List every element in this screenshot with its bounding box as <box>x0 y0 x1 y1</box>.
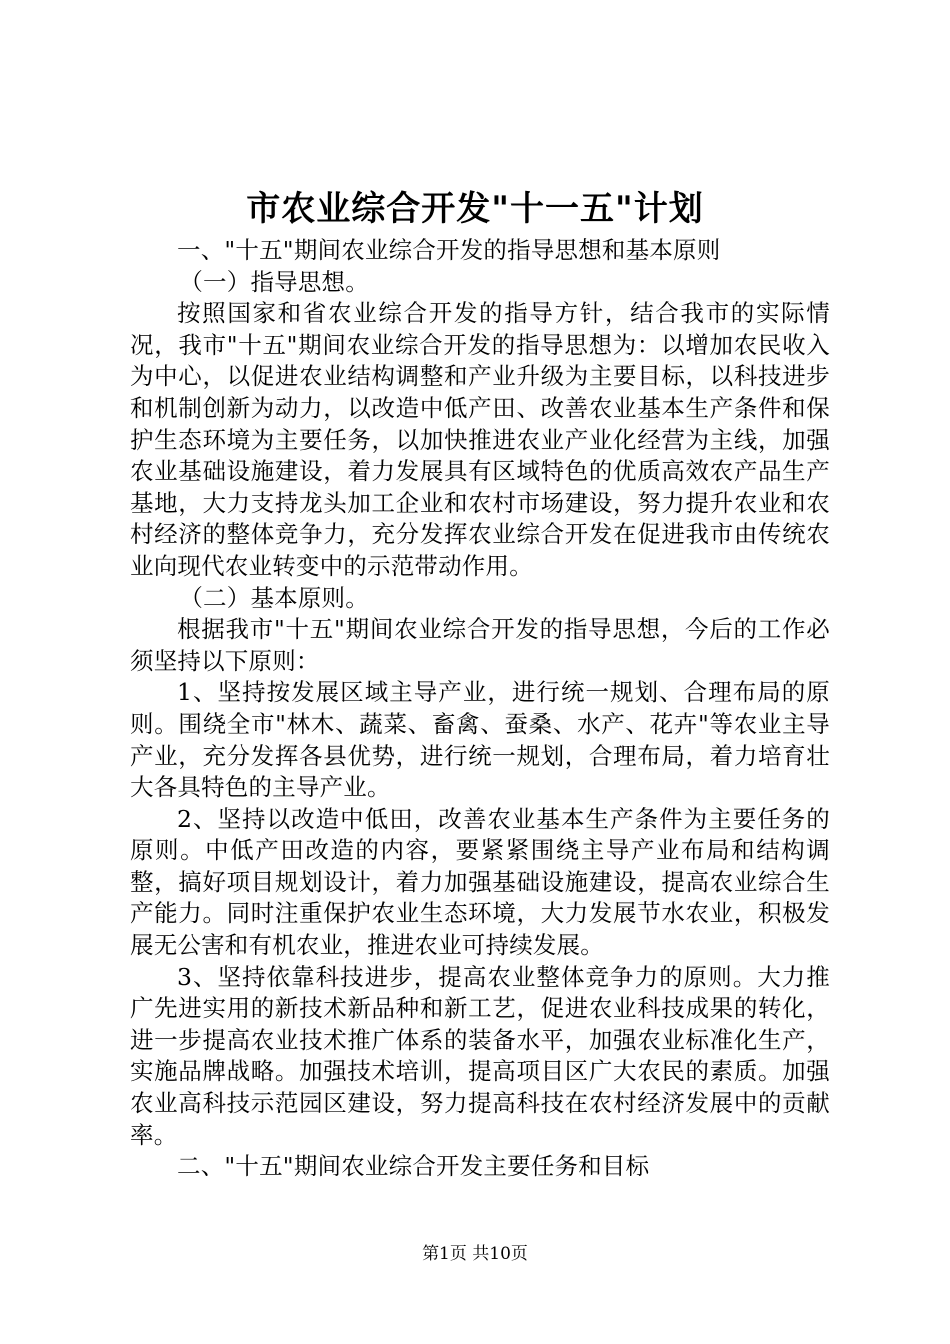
subsection-heading-guiding-ideology: （一）指导思想。 <box>179 267 369 296</box>
page-number-footer: 第1页 共10页 <box>422 1244 528 1264</box>
document-body <box>130 235 830 1183</box>
document-title: 市农业综合开发"十一五"计划 <box>246 189 704 229</box>
section-heading-2: 二、"十五"期间农业综合开发主要任务和目标 <box>177 1152 650 1181</box>
paragraph-guiding-ideology: 按照国家和省农业综合开发的指导方针，结合我市的实际情况，我市"十五"期间农业综合开发的指导思想为：以增加农民收入为中心，以促进农业结构调整和产业升级为主要目标，以科技进步和机制创新为动力，以改造中低产田、改善农业基本生产条件和保护生态环境为主要任务，以加快推进农业产业化经营为主线，加强农业基础设施建设，着力发展具有区域特色的优质高效农产品生产基地，大力支持龙头加工企业和农村市场建设，努力提升农业和农村经济的整体竞争力，充分发挥农业综合开发在促进我市由传统农业向现代农业转变中的示范带动作用。 <box>130 299 830 580</box>
paragraph-principle-3: 3、坚持依靠科技进步，提高农业整体竞争力的原则。大力推广先进实用的新技术新品种和新工艺，促进农业科技成果的转化，进一步提高农业技术推广体系的装备水平，加强农业标准化生产，实施品牌战略。加强技术培训，提高项目区广大农民的素质。加强农业高科技示范园区建设，努力提高科技在农村经济发展中的贡献率。 <box>130 962 830 1149</box>
paragraph-principle-2: 2、坚持以改造中低田，改善农业基本生产条件为主要任务的原则。中低产田改造的内容，要紧紧围绕主导产业布局和结构调整，搞好项目规划设计，着力加强基础设施建设，提高农业综合生产能力。同时注重保护农业生态环境，大力发展节水农业，积极发展无公害和有机农业，推进农业可持续发展。 <box>130 804 830 960</box>
section-heading-1: 一、"十五"期间农业综合开发的指导思想和基本原则 <box>177 236 721 264</box>
paragraph-principle-1: 1、坚持按发展区域主导产业，进行统一规划、合理布局的原则。围绕全市"林木、蔬菜、畜禽、蚕桑、水产、花卉"等农业主导产业，充分发挥各县优势，进行统一规划，合理布局，着力培育壮大各具特色的主导产业。 <box>130 678 830 802</box>
paragraph-principles-intro: 根据我市"十五"期间农业综合开发的指导思想，今后的工作必须坚持以下原则： <box>130 615 830 675</box>
subsection-heading-basic-principles: （二）基本原则。 <box>179 583 369 612</box>
